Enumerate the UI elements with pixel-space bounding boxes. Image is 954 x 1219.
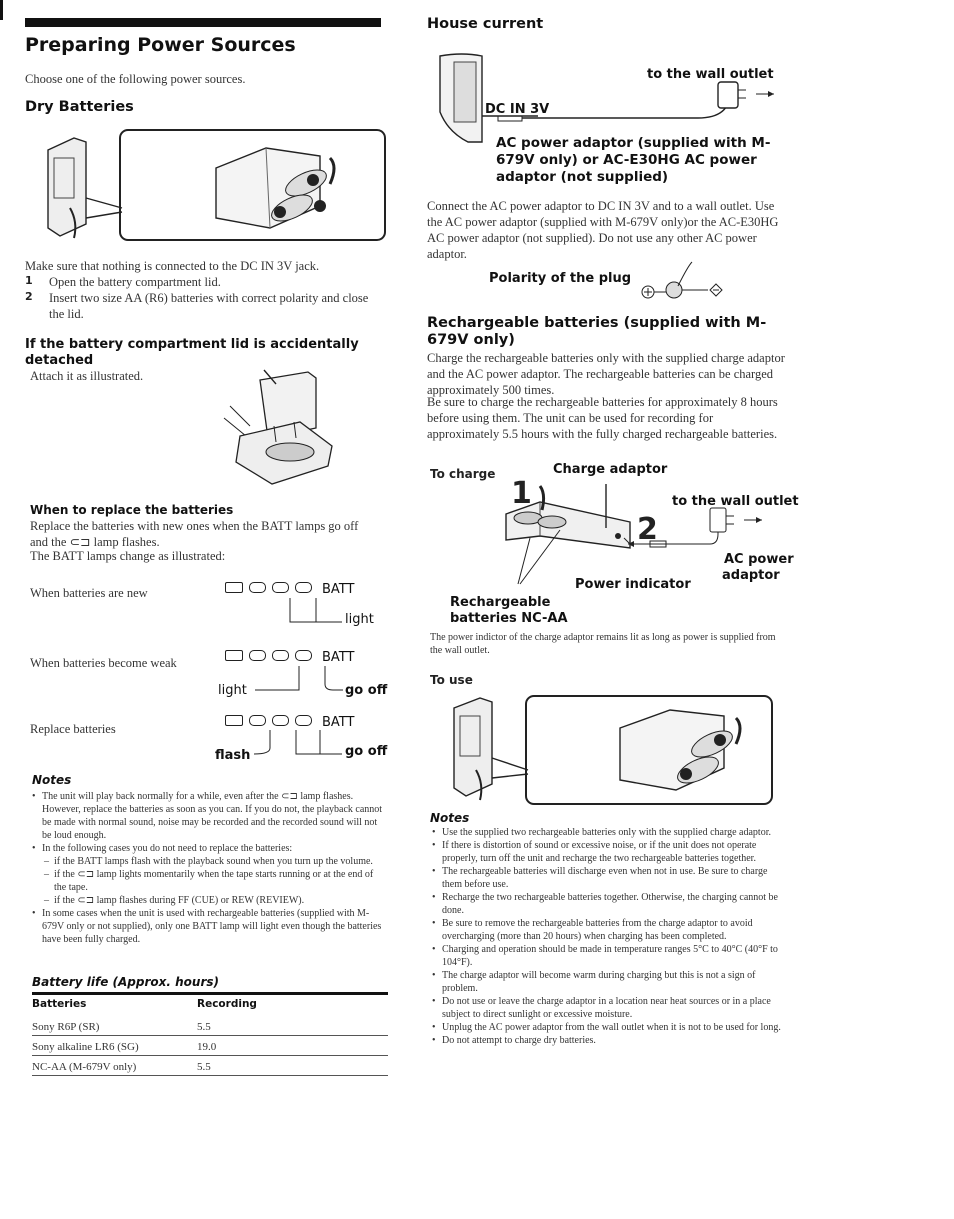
lid-detached-text: Attach it as illustrated.	[30, 369, 144, 383]
column-header: Batteries	[32, 998, 87, 1010]
page-edge-mark	[0, 0, 3, 20]
to-use-label: To use	[430, 673, 473, 687]
note-item: • If there is distortion of sound or excessive noise, or if the unit does not operate properly, turn off the unit and recharge the two rechargeable batteries together.	[432, 839, 787, 865]
lamp-callout-lines	[250, 730, 350, 760]
rechargeable-text-2: Be sure to charge the rechargeable batteries for approximately 8 hours before using them. The unit can be used for recording for approximately 5.5 hours with the fully charged rechargeable batteries.	[427, 395, 778, 441]
table-cell: Sony R6P (SR)	[32, 1016, 197, 1036]
batt-lamps-weak	[225, 648, 354, 666]
house-current-heading: House current	[427, 16, 544, 32]
ac-adaptor-title: AC power adaptor (supplied with M-679V only) or AC-E30HG AC power adaptor (not supplied)	[496, 135, 771, 185]
battery-lamp-icon	[225, 650, 243, 661]
column-header: Recording	[197, 998, 257, 1010]
lid-attach-illustration	[210, 366, 340, 490]
lamp-callout-lines	[270, 598, 350, 628]
batt-state-label: flash	[215, 748, 251, 763]
notes-title-left: Notes	[32, 773, 72, 787]
charge-step-2: 2	[637, 512, 658, 547]
lamp-callout-lines	[255, 666, 355, 696]
batt-lamp-icon	[272, 715, 289, 726]
dry-step	[25, 274, 380, 290]
batt-row-label: When batteries are new	[30, 586, 148, 600]
batt-state-label: light	[218, 683, 247, 698]
batt-lamps-replace	[225, 713, 354, 731]
replace-heading: When to replace the batteries	[30, 503, 234, 517]
indicator-note: The power indictor of the charge adaptor remains lit as long as power is supplied from the wall outlet.	[430, 632, 776, 656]
batt-row-label: Replace batteries	[30, 722, 116, 736]
rechargeable-batteries-label-2: batteries NC-AA	[450, 611, 568, 626]
charge-step-1: 1	[511, 476, 532, 511]
charge-adaptor-label: Charge adaptor	[553, 462, 668, 477]
battery-lamp-icon	[225, 715, 243, 726]
note-item: • Use the supplied two rechargeable batteries only with the supplied charge adaptor.	[432, 826, 787, 839]
note-item: • Do not attempt to charge dry batteries.	[432, 1034, 787, 1047]
step-text: Open the battery compartment lid.	[49, 275, 221, 289]
batt-lamp-icon	[249, 715, 266, 726]
house-current-text: Connect the AC power adaptor to DC IN 3V and to a wall outlet. Use the AC power adaptor (supplied with M-679V only)or the AC-E30HG AC power adaptor (not supplied). Do not use any other AC power adaptor.	[427, 199, 779, 261]
batt-lamp-icon	[295, 582, 312, 593]
batt-state-label: go off	[345, 683, 388, 698]
table-row	[32, 1016, 388, 1036]
notes-title-right: Notes	[430, 811, 470, 825]
power-indicator-label: Power indicator	[575, 577, 691, 592]
use-rechargeable-illustration	[440, 694, 780, 810]
intro-text: Choose one of the following power sources.	[25, 72, 246, 86]
batt-lamp-icon	[295, 715, 312, 726]
note-item: • Do not use or leave the charge adaptor in a location near heat sources or in a place subject to direct sunlight or excessive moisture.	[432, 995, 787, 1021]
table-cell: 19.0	[197, 1036, 388, 1056]
dry-steps-list	[25, 274, 380, 322]
battery-life-table	[32, 998, 388, 1076]
note-item: • In some cases when the unit is used with rechargeable batteries (supplied with M-679V only or not supplied), only one BATT lamp will light even though the batteries have been fully charged.	[32, 907, 387, 946]
rechargeable-batteries-label-1: Rechargeable	[450, 595, 551, 610]
battery-lamp-icon	[225, 582, 243, 593]
table-header-row	[32, 998, 388, 1016]
lid-detached-heading: If the battery compartment lid is accidentally detached	[25, 337, 359, 368]
table-cell: Sony alkaline LR6 (SG)	[32, 1036, 197, 1056]
note-item: • Be sure to remove the rechargeable batteries from the charge adaptor to avoid overcharging (more than 20 hours) when charging has been completed.	[432, 917, 787, 943]
notes-list-right	[432, 826, 787, 1047]
batt-lamp-icon	[272, 582, 289, 593]
note-item: • The charge adaptor will become warm during charging but this is not a sign of problem.	[432, 969, 787, 995]
replace-text-2: The BATT lamps change as illustrated:	[30, 549, 226, 563]
batt-label: BATT	[322, 650, 355, 665]
dry-step	[25, 290, 380, 322]
adaptor-label: adaptor	[722, 568, 780, 583]
to-wall-outlet-label: to the wall outlet	[647, 67, 774, 82]
rechargeable-text-1: Charge the rechargeable batteries only with the supplied charge adaptor and the AC power adaptor. The rechargeable batteries can be charged approximately 500 times.	[427, 351, 785, 397]
table-cell: NC-AA (M-679V only)	[32, 1056, 197, 1076]
rechargeable-heading: Rechargeable batteries (supplied with M-679V only)	[427, 315, 767, 348]
note-item: • Unplug the AC power adaptor from the wall outlet when it is not to be used for long.	[432, 1021, 787, 1034]
batt-lamp-icon	[295, 650, 312, 661]
note-item: • In the following cases you do not need to replace the batteries:	[32, 842, 387, 855]
ac-power-label: AC power	[724, 552, 794, 567]
note-subitem: – if the ⊂⊐ lamp flashes during FF (CUE) or REW (REVIEW).	[32, 894, 387, 907]
replace-text-1: Replace the batteries with new ones when the BATT lamps go off and the ⊂⊐ lamp flashes.	[30, 519, 359, 549]
step-number: 2	[25, 290, 33, 303]
header-rule	[25, 18, 381, 27]
batt-row-label: When batteries become weak	[30, 656, 177, 670]
table-cell: 5.5	[197, 1016, 388, 1036]
batt-lamp-icon	[272, 650, 289, 661]
dry-check-text: Make sure that nothing is connected to the DC IN 3V jack.	[25, 259, 320, 273]
note-item: • The unit will play back normally for a while, even after the ⊂⊐ lamp flashes. However, replace the batteries as soon as you can. If you do not, the playback cannot be made with normal sound, noise may be recorded and the recorded sound will not be loud enough.	[32, 790, 387, 842]
dc-in-label: DC IN 3V	[485, 102, 550, 117]
table-cell: 5.5	[197, 1056, 388, 1076]
step-text: Insert two size AA (R6) batteries with correct polarity and close the lid.	[49, 291, 369, 321]
batt-label: BATT	[322, 582, 355, 597]
batt-label: BATT	[322, 715, 355, 730]
polarity-label: Polarity of the plug	[489, 271, 632, 286]
note-item: • The rechargeable batteries will discharge even when not in use. Be sure to charge them before use.	[432, 865, 787, 891]
table-row	[32, 1036, 388, 1056]
table-rule	[32, 992, 388, 995]
polarity-plug-icon	[638, 260, 730, 300]
note-item: • Recharge the two rechargeable batteries together. Otherwise, the charging cannot be done.	[432, 891, 787, 917]
battery-insert-illustration	[30, 128, 390, 246]
dry-batteries-heading: Dry Batteries	[25, 99, 134, 115]
batt-lamp-icon	[249, 650, 266, 661]
note-item: • Charging and operation should be made in temperature ranges 5°C to 40°C (40°F to 104°F).	[432, 943, 787, 969]
batt-state-label: light	[345, 612, 374, 627]
page-title: Preparing Power Sources	[25, 34, 296, 56]
notes-list-left	[32, 790, 387, 946]
to-wall-outlet-label-2: to the wall outlet	[672, 494, 799, 509]
batt-lamps-new	[225, 580, 354, 598]
note-subitem: – if the ⊂⊐ lamp lights momentarily when the tape starts running or at the end of the tape.	[32, 868, 387, 894]
batt-lamp-icon	[249, 582, 266, 593]
note-subitem: – if the BATT lamps flash with the playback sound when you turn up the volume.	[32, 855, 387, 868]
batt-state-label: go off	[345, 744, 388, 759]
to-charge-label: To charge	[430, 467, 496, 481]
step-number: 1	[25, 274, 33, 287]
battery-life-title: Battery life (Approx. hours)	[32, 975, 220, 989]
table-row	[32, 1056, 388, 1076]
